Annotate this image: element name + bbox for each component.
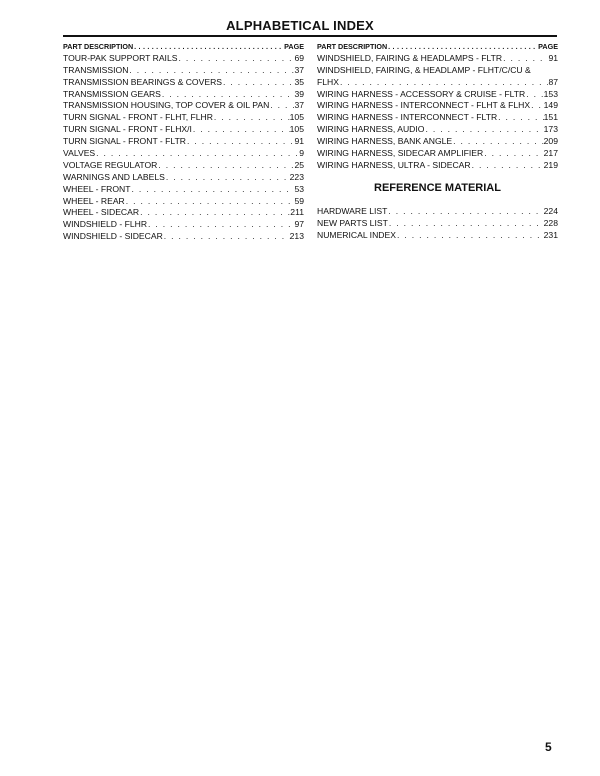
leader-dots: [163, 231, 290, 243]
leader-dots: [186, 136, 294, 148]
entry-name: TOUR-PAK SUPPORT RAILS: [63, 52, 178, 63]
entry-page: 87: [548, 76, 558, 87]
entry-page: 59: [294, 195, 304, 206]
entry-name: WINDSHIELD - SIDECAR: [63, 231, 163, 242]
index-entry: [317, 160, 558, 172]
leader-dots: [161, 89, 295, 101]
entry-name: WIRING HARNESS - INTERCONNECT - FLHT & FLHX: [317, 100, 531, 111]
entry-page: 151: [543, 112, 558, 123]
index-entry: [317, 124, 558, 136]
leader-dots: [396, 230, 544, 242]
entry-page: 35: [294, 76, 304, 87]
index-entry: [317, 77, 558, 89]
entry-name: TURN SIGNAL - FRONT - FLHX/I: [63, 124, 192, 135]
page-title: ALPHABETICAL INDEX: [226, 18, 374, 33]
index-entry: [63, 124, 304, 136]
page-header: PAGE: [538, 42, 558, 51]
entry-name: TRANSMISSION BEARINGS & COVERS: [63, 76, 223, 87]
leader-dots: [133, 41, 284, 53]
entry-name: WIRING HARNESS - ACCESSORY & CRUISE - FLTR: [317, 88, 526, 99]
reference-section-title: REFERENCE MATERIAL: [374, 181, 501, 194]
leader-dots: [128, 65, 294, 77]
entry-page: 231: [543, 229, 558, 240]
entry-name: TRANSMISSION: [63, 64, 129, 75]
leader-dots: [387, 206, 543, 218]
entry-page: 211: [290, 207, 304, 218]
leader-dots: [165, 172, 290, 184]
reference-entry-list: [317, 206, 558, 242]
leader-dots: [424, 124, 543, 136]
entry-name: TRANSMISSION HOUSING, TOP COVER & OIL PAN: [63, 100, 270, 111]
leader-dots: [525, 89, 543, 101]
description-header: PART DESCRIPTION: [317, 42, 388, 51]
index-entry: [317, 148, 558, 160]
index-entry-text: WINDSHIELD, FAIRING, & HEADLAMP - FLHT/C/CU &: [317, 64, 531, 75]
right-column-header: [317, 41, 558, 53]
entry-page: 105: [289, 112, 304, 123]
leader-dots: [157, 160, 294, 172]
leader-dots: [497, 112, 544, 124]
index-entry: [317, 89, 558, 101]
index-entry: [63, 184, 304, 196]
leader-dots: [388, 218, 544, 230]
index-entry: [317, 100, 558, 112]
index-entry: [63, 112, 304, 124]
leader-dots: [139, 207, 290, 219]
leader-dots: [177, 53, 294, 65]
index-entry: [317, 230, 558, 242]
right-entry-list: [317, 53, 558, 172]
entry-name: VOLTAGE REGULATOR: [63, 159, 158, 170]
entry-name: TURN SIGNAL - FRONT - FLTR: [63, 136, 187, 147]
entry-name: NUMERICAL INDEX: [317, 229, 396, 240]
title-rule: [63, 35, 557, 37]
leader-dots: [471, 160, 544, 172]
left-entry-list: [63, 53, 304, 243]
entry-page: 97: [294, 219, 304, 230]
entry-page: 228: [543, 217, 558, 228]
entry-name: NEW PARTS LIST: [317, 217, 388, 228]
index-entry: [63, 100, 304, 112]
right-column: [317, 41, 558, 241]
description-header: PART DESCRIPTION: [63, 42, 134, 51]
entry-name: WIRING HARNESS - INTERCONNECT - FLTR: [317, 112, 498, 123]
entry-page: 105: [289, 124, 304, 135]
entry-name: FLHX: [317, 76, 339, 87]
leader-dots: [213, 112, 290, 124]
entry-page: 9: [299, 148, 304, 159]
index-entry: [63, 231, 304, 243]
leader-dots: [192, 124, 290, 136]
leader-dots: [269, 100, 294, 112]
leader-dots: [339, 77, 548, 89]
entry-page: 39: [294, 88, 304, 99]
index-entry: [317, 206, 558, 218]
entry-page: 213: [289, 231, 304, 242]
index-entry: [317, 112, 558, 124]
entry-name: WHEEL - REAR: [63, 195, 125, 206]
entry-name: WHEEL - FRONT: [63, 183, 131, 194]
entry-page: 149: [543, 100, 558, 111]
left-column-header: [63, 41, 304, 53]
entry-name: WARNINGS AND LABELS: [63, 171, 165, 182]
entry-page: 37: [294, 64, 304, 75]
index-entry: [63, 219, 304, 231]
entry-name: HARDWARE LIST: [317, 205, 388, 216]
entry-name: WINDSHIELD - FLHR: [63, 219, 148, 230]
leader-dots: [530, 100, 544, 112]
leader-dots: [452, 136, 544, 148]
entry-page: 153: [543, 88, 558, 99]
entry-name: WIRING HARNESS, BANK ANGLE: [317, 136, 453, 147]
entry-name: VALVES: [63, 148, 96, 159]
entry-page: 25: [294, 159, 304, 170]
leader-dots: [125, 196, 295, 208]
entry-name: WHEEL - SIDECAR: [63, 207, 140, 218]
page-header: PAGE: [284, 42, 304, 51]
index-entry: [63, 65, 304, 77]
index-entry: [63, 53, 304, 65]
entry-name: WIRING HARNESS, SIDECAR AMPLIFIER: [317, 148, 484, 159]
entry-page: 69: [294, 52, 304, 63]
leader-dots: [130, 184, 294, 196]
leader-dots: [147, 219, 294, 231]
entry-page: 217: [543, 148, 558, 159]
leader-dots: [387, 41, 538, 53]
entry-page: 209: [543, 136, 558, 147]
entry-name: WINDSHIELD, FAIRING & HEADLAMPS - FLTR: [317, 52, 503, 63]
index-entry: [63, 136, 304, 148]
index-entry: [63, 172, 304, 184]
leader-dots: [222, 77, 294, 89]
index-entry: [63, 148, 304, 160]
entry-name: TRANSMISSION GEARS: [63, 88, 161, 99]
entry-page: 224: [543, 205, 558, 216]
entry-page: 37: [294, 100, 304, 111]
entry-name: WIRING HARNESS, ULTRA - SIDECAR: [317, 159, 471, 170]
page-number: 5: [545, 740, 552, 754]
entry-page: 91: [548, 52, 558, 63]
index-entry: [317, 53, 558, 65]
entry-page: 91: [294, 136, 304, 147]
entry-page: 219: [543, 159, 558, 170]
entry-page: 223: [289, 171, 304, 182]
index-entry: [63, 160, 304, 172]
entry-page: 53: [294, 183, 304, 194]
entry-name: TURN SIGNAL - FRONT - FLHT, FLHR: [63, 112, 213, 123]
index-entry: [317, 218, 558, 230]
index-entry: [63, 207, 304, 219]
left-column: [63, 41, 304, 243]
index-entry: [63, 89, 304, 101]
entry-page: 173: [543, 124, 558, 135]
leader-dots: [502, 53, 548, 65]
index-entry: [63, 77, 304, 89]
entry-name: WIRING HARNESS, AUDIO: [317, 124, 425, 135]
index-entry: [63, 196, 304, 208]
leader-dots: [95, 148, 299, 160]
leader-dots: [483, 148, 543, 160]
index-entry: [317, 136, 558, 148]
